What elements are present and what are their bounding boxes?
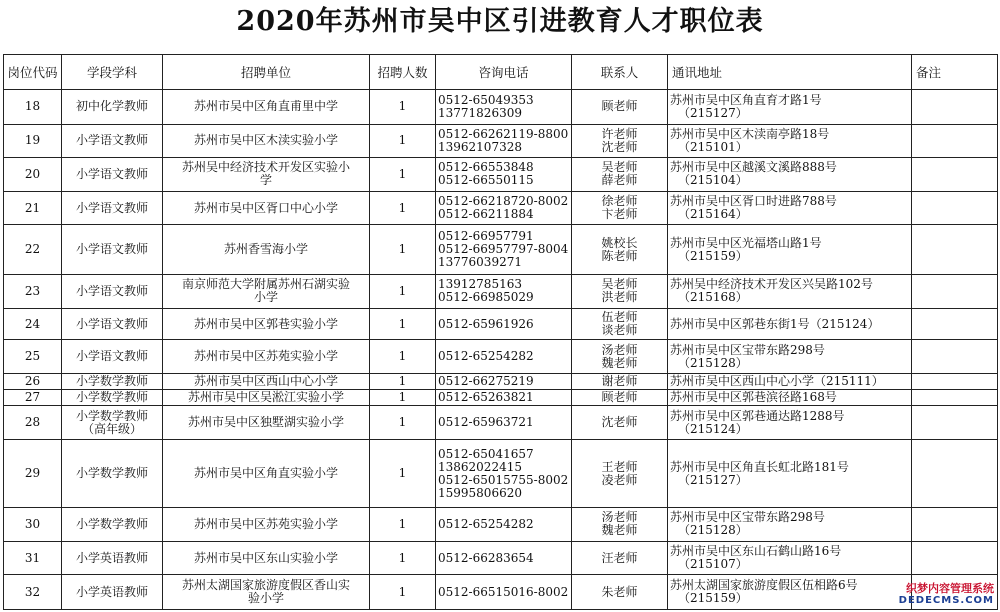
position-code-cell: 24 <box>4 308 62 340</box>
subject-cell <box>62 373 163 389</box>
unit-cell <box>163 124 370 158</box>
header-count: 招聘人数 <box>370 55 436 90</box>
phone-cell <box>436 225 572 275</box>
contact-cell-line: 许老师 <box>601 126 638 141</box>
contact-cell-line: 姚校长 <box>601 235 638 250</box>
unit-cell <box>163 225 370 275</box>
unit-cell-line: 苏州市吴中区苏苑实验小学 <box>193 516 338 531</box>
contact-cell <box>572 406 668 440</box>
position-code-cell: 22 <box>4 225 62 275</box>
phone-cell-line: 0512-65049353 <box>438 92 534 107</box>
table-row <box>4 124 998 158</box>
count-cell: 1 <box>370 406 436 440</box>
unit-cell-line: 苏州吴中经济技术开发区实验小 <box>181 160 350 175</box>
subject-cell <box>62 191 163 225</box>
note-cell <box>912 340 998 374</box>
count-cell: 1 <box>370 191 436 225</box>
contact-cell-line: 沈老师 <box>601 139 638 154</box>
address-cell-line: 苏州市吴中区角直长虹北路181号 <box>670 459 849 474</box>
phone-cell <box>436 575 572 610</box>
phone-cell <box>436 124 572 158</box>
phone-cell-line: 13912785163 <box>438 277 522 292</box>
contact-cell <box>572 225 668 275</box>
contact-cell-line: 薛老师 <box>601 173 638 188</box>
contact-cell-line: 汤老师 <box>601 342 638 357</box>
unit-cell-line: 苏州市吴中区胥口中心小学 <box>193 200 338 215</box>
unit-cell <box>163 373 370 389</box>
address-cell-line: （215104） <box>678 173 748 188</box>
phone-cell <box>436 440 572 508</box>
address-cell <box>668 406 912 440</box>
count-cell: 1 <box>370 508 436 542</box>
subject-cell-line: 小学英语教师 <box>75 550 148 565</box>
table-row <box>4 275 998 309</box>
address-cell-line: 苏州市吴中区西山中心小学（215111） <box>670 374 884 389</box>
count-cell: 1 <box>370 575 436 610</box>
address-cell-line: 苏州市吴中区宝带东路298号 <box>670 510 825 525</box>
address-cell <box>668 191 912 225</box>
subject-cell <box>62 90 163 125</box>
position-code-cell: 29 <box>4 440 62 508</box>
address-cell <box>668 308 912 340</box>
address-cell-line: 苏州市吴中区胥口时进路788号 <box>670 194 837 209</box>
table-row <box>4 340 998 374</box>
header-unit: 招聘单位 <box>163 55 370 90</box>
phone-cell-line: 0512-66957797-8004 <box>438 242 569 257</box>
subject-cell <box>62 158 163 192</box>
contact-cell <box>572 541 668 575</box>
contact-cell-line: 洪老师 <box>601 290 638 305</box>
subject-cell <box>62 124 163 158</box>
address-cell-line: （215127） <box>678 472 748 487</box>
position-code-cell: 21 <box>4 191 62 225</box>
contact-cell-line: 汪老师 <box>601 550 638 565</box>
position-code-cell: 19 <box>4 124 62 158</box>
count-cell: 1 <box>370 541 436 575</box>
unit-cell-line: 苏州市吴中区独墅湖实验小学 <box>187 415 344 430</box>
phone-cell-line: 13962107328 <box>438 139 522 154</box>
unit-cell <box>163 390 370 406</box>
position-code-cell: 31 <box>4 541 62 575</box>
table-row <box>4 406 998 440</box>
phone-cell-line: 0512-66957791 <box>438 229 534 244</box>
address-cell <box>668 575 912 610</box>
address-cell-line: （215128） <box>678 355 748 370</box>
address-cell-line: （215164） <box>678 207 748 222</box>
address-cell <box>668 158 912 192</box>
count-cell: 1 <box>370 440 436 508</box>
phone-cell <box>436 275 572 309</box>
unit-cell <box>163 158 370 192</box>
contact-cell <box>572 373 668 389</box>
address-cell-line: （215159） <box>678 248 748 263</box>
table-row <box>4 308 998 340</box>
phone-cell-line: 13776039271 <box>438 255 522 270</box>
unit-cell <box>163 541 370 575</box>
table-row <box>4 541 998 575</box>
count-cell: 1 <box>370 340 436 374</box>
address-cell-line: （215168） <box>678 290 748 305</box>
address-cell-line: 苏州吴中经济技术开发区兴吴路102号 <box>670 277 873 292</box>
unit-cell-line: 南京师范大学附属苏州石湖实验 <box>181 277 350 292</box>
contact-cell-line: 谈老师 <box>601 323 638 338</box>
subject-cell-line: 小学语文教师 <box>75 200 148 215</box>
subject-cell <box>62 308 163 340</box>
unit-cell <box>163 508 370 542</box>
table-row <box>4 390 998 406</box>
subject-cell <box>62 340 163 374</box>
contact-cell-line: 顾老师 <box>601 99 638 114</box>
contact-cell <box>572 158 668 192</box>
contact-cell-line: 顾老师 <box>601 390 638 405</box>
contact-cell <box>572 191 668 225</box>
count-cell: 1 <box>370 373 436 389</box>
table-row <box>4 90 998 125</box>
subject-cell <box>62 575 163 610</box>
subject-cell-line: 小学语文教师 <box>75 133 148 148</box>
header-row <box>4 55 998 90</box>
position-code-cell: 30 <box>4 508 62 542</box>
contact-cell <box>572 90 668 125</box>
address-cell <box>668 373 912 389</box>
address-cell <box>668 90 912 125</box>
position-code-cell: 18 <box>4 90 62 125</box>
unit-cell-line: 苏州太湖国家旅游度假区香山实 <box>181 578 350 593</box>
position-code-cell: 28 <box>4 406 62 440</box>
contact-cell <box>572 440 668 508</box>
address-cell-line: 苏州市吴中区越溪文溪路888号 <box>670 160 837 175</box>
phone-cell <box>436 406 572 440</box>
contact-cell-line: 汤老师 <box>601 510 638 525</box>
phone-cell-line: 0512-65015755-8002 <box>438 472 569 487</box>
site-watermark <box>898 582 994 608</box>
positions-table <box>3 54 998 610</box>
count-cell: 1 <box>370 124 436 158</box>
phone-cell-line: 0512-66283654 <box>438 550 534 565</box>
subject-cell-line: 小学语文教师 <box>75 242 148 257</box>
count-cell: 1 <box>370 275 436 309</box>
contact-cell <box>572 575 668 610</box>
address-cell-line: （215124） <box>678 421 748 436</box>
phone-cell-line: 0512-66550115 <box>438 173 534 188</box>
address-cell-line: 苏州太湖国家旅游度假区伍相路6号 <box>670 578 858 593</box>
contact-cell-line: 谢老师 <box>601 374 638 389</box>
unit-cell-line: 苏州市吴中区郭巷实验小学 <box>193 316 338 331</box>
address-cell-line: （215127） <box>678 105 748 120</box>
phone-cell-line: 13771826309 <box>438 105 522 120</box>
table-row <box>4 440 998 508</box>
phone-cell <box>436 508 572 542</box>
phone-cell-line: 0512-66515016-8002 <box>438 584 569 599</box>
page-title: 2020年苏州市吴中区引进教育人才职位表 <box>236 6 764 37</box>
position-code-cell: 25 <box>4 340 62 374</box>
unit-cell-line: 苏州市吴中区苏苑实验小学 <box>193 349 338 364</box>
table-row <box>4 191 998 225</box>
contact-cell-line: 朱老师 <box>601 584 638 599</box>
subject-cell <box>62 541 163 575</box>
table-row <box>4 508 998 542</box>
count-cell: 1 <box>370 90 436 125</box>
note-cell <box>912 308 998 340</box>
phone-cell <box>436 191 572 225</box>
contact-cell-line: 魏老师 <box>601 355 638 370</box>
note-cell <box>912 158 998 192</box>
subject-cell <box>62 440 163 508</box>
count-cell: 1 <box>370 390 436 406</box>
unit-cell-line: 苏州市吴中区角直甫里中学 <box>193 99 338 114</box>
unit-cell <box>163 275 370 309</box>
unit-cell-line: 学 <box>259 173 272 188</box>
contact-cell-line: 伍老师 <box>601 310 638 325</box>
subject-cell <box>62 508 163 542</box>
address-cell-line: 苏州市吴中区郭巷东街1号（215124） <box>670 316 880 331</box>
contact-cell <box>572 390 668 406</box>
note-cell <box>912 541 998 575</box>
table-row <box>4 373 998 389</box>
address-cell <box>668 225 912 275</box>
subject-cell-line: 小学数学教师 <box>75 466 148 481</box>
address-cell-line: 苏州市吴中区宝带东路298号 <box>670 342 825 357</box>
contact-cell <box>572 124 668 158</box>
contact-cell-line: 吴老师 <box>601 277 638 292</box>
unit-cell-line: 苏州香雪海小学 <box>223 242 308 257</box>
contact-cell-line: 魏老师 <box>601 523 638 538</box>
note-cell <box>912 191 998 225</box>
phone-cell-line: 0512-66553848 <box>438 160 534 175</box>
note-cell <box>912 275 998 309</box>
phone-cell-line: 0512-65041657 <box>438 446 534 461</box>
position-code-cell: 26 <box>4 373 62 389</box>
address-cell-line: （215159） <box>678 591 748 606</box>
phone-cell-line: 15995806620 <box>438 485 522 500</box>
unit-cell <box>163 191 370 225</box>
subject-cell-line: 小学语文教师 <box>75 316 148 331</box>
address-cell <box>668 541 912 575</box>
address-cell <box>668 275 912 309</box>
address-cell-line: 苏州市吴中区光福塔山路1号 <box>670 235 822 250</box>
phone-cell <box>436 373 572 389</box>
header-code: 岗位代码 <box>4 55 62 90</box>
position-code-cell: 23 <box>4 275 62 309</box>
note-cell <box>912 508 998 542</box>
unit-cell-line: 苏州市吴中区西山中心小学 <box>193 374 338 389</box>
subject-cell <box>62 275 163 309</box>
address-cell-line: 苏州市吴中区东山石鹤山路16号 <box>670 544 842 559</box>
phone-cell <box>436 308 572 340</box>
phone-cell-line: 0512-65963721 <box>438 415 534 430</box>
unit-cell <box>163 308 370 340</box>
watermark-text: 织梦内容管理系统 <box>906 582 994 595</box>
subject-cell-line: 小学英语教师 <box>75 584 148 599</box>
address-cell <box>668 390 912 406</box>
subject-cell <box>62 390 163 406</box>
subject-cell-line: 初中化学教师 <box>75 99 148 114</box>
phone-cell-line: 0512-65254282 <box>438 516 534 531</box>
contact-cell <box>572 275 668 309</box>
header-contact: 联系人 <box>572 55 668 90</box>
position-code-cell: 20 <box>4 158 62 192</box>
unit-cell <box>163 440 370 508</box>
contact-cell-line: 吴老师 <box>601 160 638 175</box>
phone-cell-line: 0512-65961926 <box>438 316 534 331</box>
table-row <box>4 158 998 192</box>
unit-cell <box>163 575 370 610</box>
header-phone: 咨询电话 <box>436 55 572 90</box>
contact-cell-line: 王老师 <box>601 459 638 474</box>
address-cell-line: （215107） <box>678 557 748 572</box>
contact-cell-line: 陈老师 <box>601 248 638 263</box>
note-cell <box>912 440 998 508</box>
unit-cell <box>163 406 370 440</box>
note-cell <box>912 90 998 125</box>
address-cell-line: 苏州市吴中区郭巷滨径路168号 <box>670 390 837 405</box>
note-cell <box>912 225 998 275</box>
note-cell <box>912 373 998 389</box>
watermark-domain: DEDECMS.COM <box>898 595 994 606</box>
contact-cell-line: 卞老师 <box>601 207 638 222</box>
phone-cell-line: 0512-66985029 <box>438 290 534 305</box>
unit-cell-line: 苏州市吴中区吴淞江实验小学 <box>187 390 344 405</box>
contact-cell <box>572 340 668 374</box>
contact-cell-line: 徐老师 <box>601 194 638 209</box>
phone-cell-line: 0512-65254282 <box>438 349 534 364</box>
phone-cell <box>436 90 572 125</box>
note-cell <box>912 390 998 406</box>
header-address: 通讯地址 <box>668 55 912 90</box>
unit-cell <box>163 90 370 125</box>
count-cell: 1 <box>370 308 436 340</box>
header-note: 备注 <box>912 55 998 90</box>
unit-cell-line: 苏州市吴中区木渎实验小学 <box>193 133 338 148</box>
phone-cell <box>436 158 572 192</box>
table-row <box>4 575 998 610</box>
note-cell <box>912 124 998 158</box>
contact-cell-line: 凌老师 <box>601 472 638 487</box>
address-cell-line: 苏州市吴中区角直育才路1号 <box>670 92 822 107</box>
address-cell-line: （215101） <box>678 139 748 154</box>
count-cell: 1 <box>370 158 436 192</box>
contact-cell <box>572 508 668 542</box>
subject-cell-line: 小学数学教师 <box>75 516 148 531</box>
contact-cell-line: 沈老师 <box>601 415 638 430</box>
address-cell <box>668 508 912 542</box>
subject-cell-line: 小学语文教师 <box>75 349 148 364</box>
subject-cell <box>62 406 163 440</box>
address-cell <box>668 124 912 158</box>
subject-cell-line: 小学语文教师 <box>75 283 148 298</box>
header-subject: 学段学科 <box>62 55 163 90</box>
position-code-cell: 27 <box>4 390 62 406</box>
unit-cell-line: 小学 <box>253 290 278 305</box>
phone-cell <box>436 340 572 374</box>
count-cell: 1 <box>370 225 436 275</box>
note-cell <box>912 406 998 440</box>
address-cell <box>668 340 912 374</box>
address-cell-line: 苏州市吴中区郭巷通达路1288号 <box>670 408 845 423</box>
table-body <box>4 90 998 610</box>
subject-cell-line: 小学数学教师 <box>75 374 148 389</box>
phone-cell <box>436 541 572 575</box>
address-cell <box>668 440 912 508</box>
subject-cell-line: 小学数学教师 <box>75 390 148 405</box>
unit-cell-line: 苏州市吴中区角直实验小学 <box>193 466 338 481</box>
phone-cell-line: 0512-66262119-8800 <box>438 126 569 141</box>
contact-cell <box>572 308 668 340</box>
phone-cell-line: 0512-65263821 <box>438 390 534 405</box>
table-row <box>4 225 998 275</box>
subject-cell <box>62 225 163 275</box>
subject-cell-line: 小学语文教师 <box>75 166 148 181</box>
address-cell-line: （215128） <box>678 523 748 538</box>
position-code-cell: 32 <box>4 575 62 610</box>
phone-cell-line: 0512-66211884 <box>438 207 534 222</box>
phone-cell-line: 0512-66275219 <box>438 374 534 389</box>
unit-cell <box>163 340 370 374</box>
address-cell-line: 苏州市吴中区木渎南亭路18号 <box>670 126 830 141</box>
subject-cell-line: 小学数学教师 <box>75 408 148 423</box>
unit-cell-line: 验小学 <box>247 591 284 606</box>
subject-cell-line: （高年级） <box>81 421 142 436</box>
phone-cell-line: 13862022415 <box>438 459 522 474</box>
unit-cell-line: 苏州市吴中区东山实验小学 <box>193 550 338 565</box>
phone-cell <box>436 390 572 406</box>
phone-cell-line: 0512-66218720-8002 <box>438 194 569 209</box>
